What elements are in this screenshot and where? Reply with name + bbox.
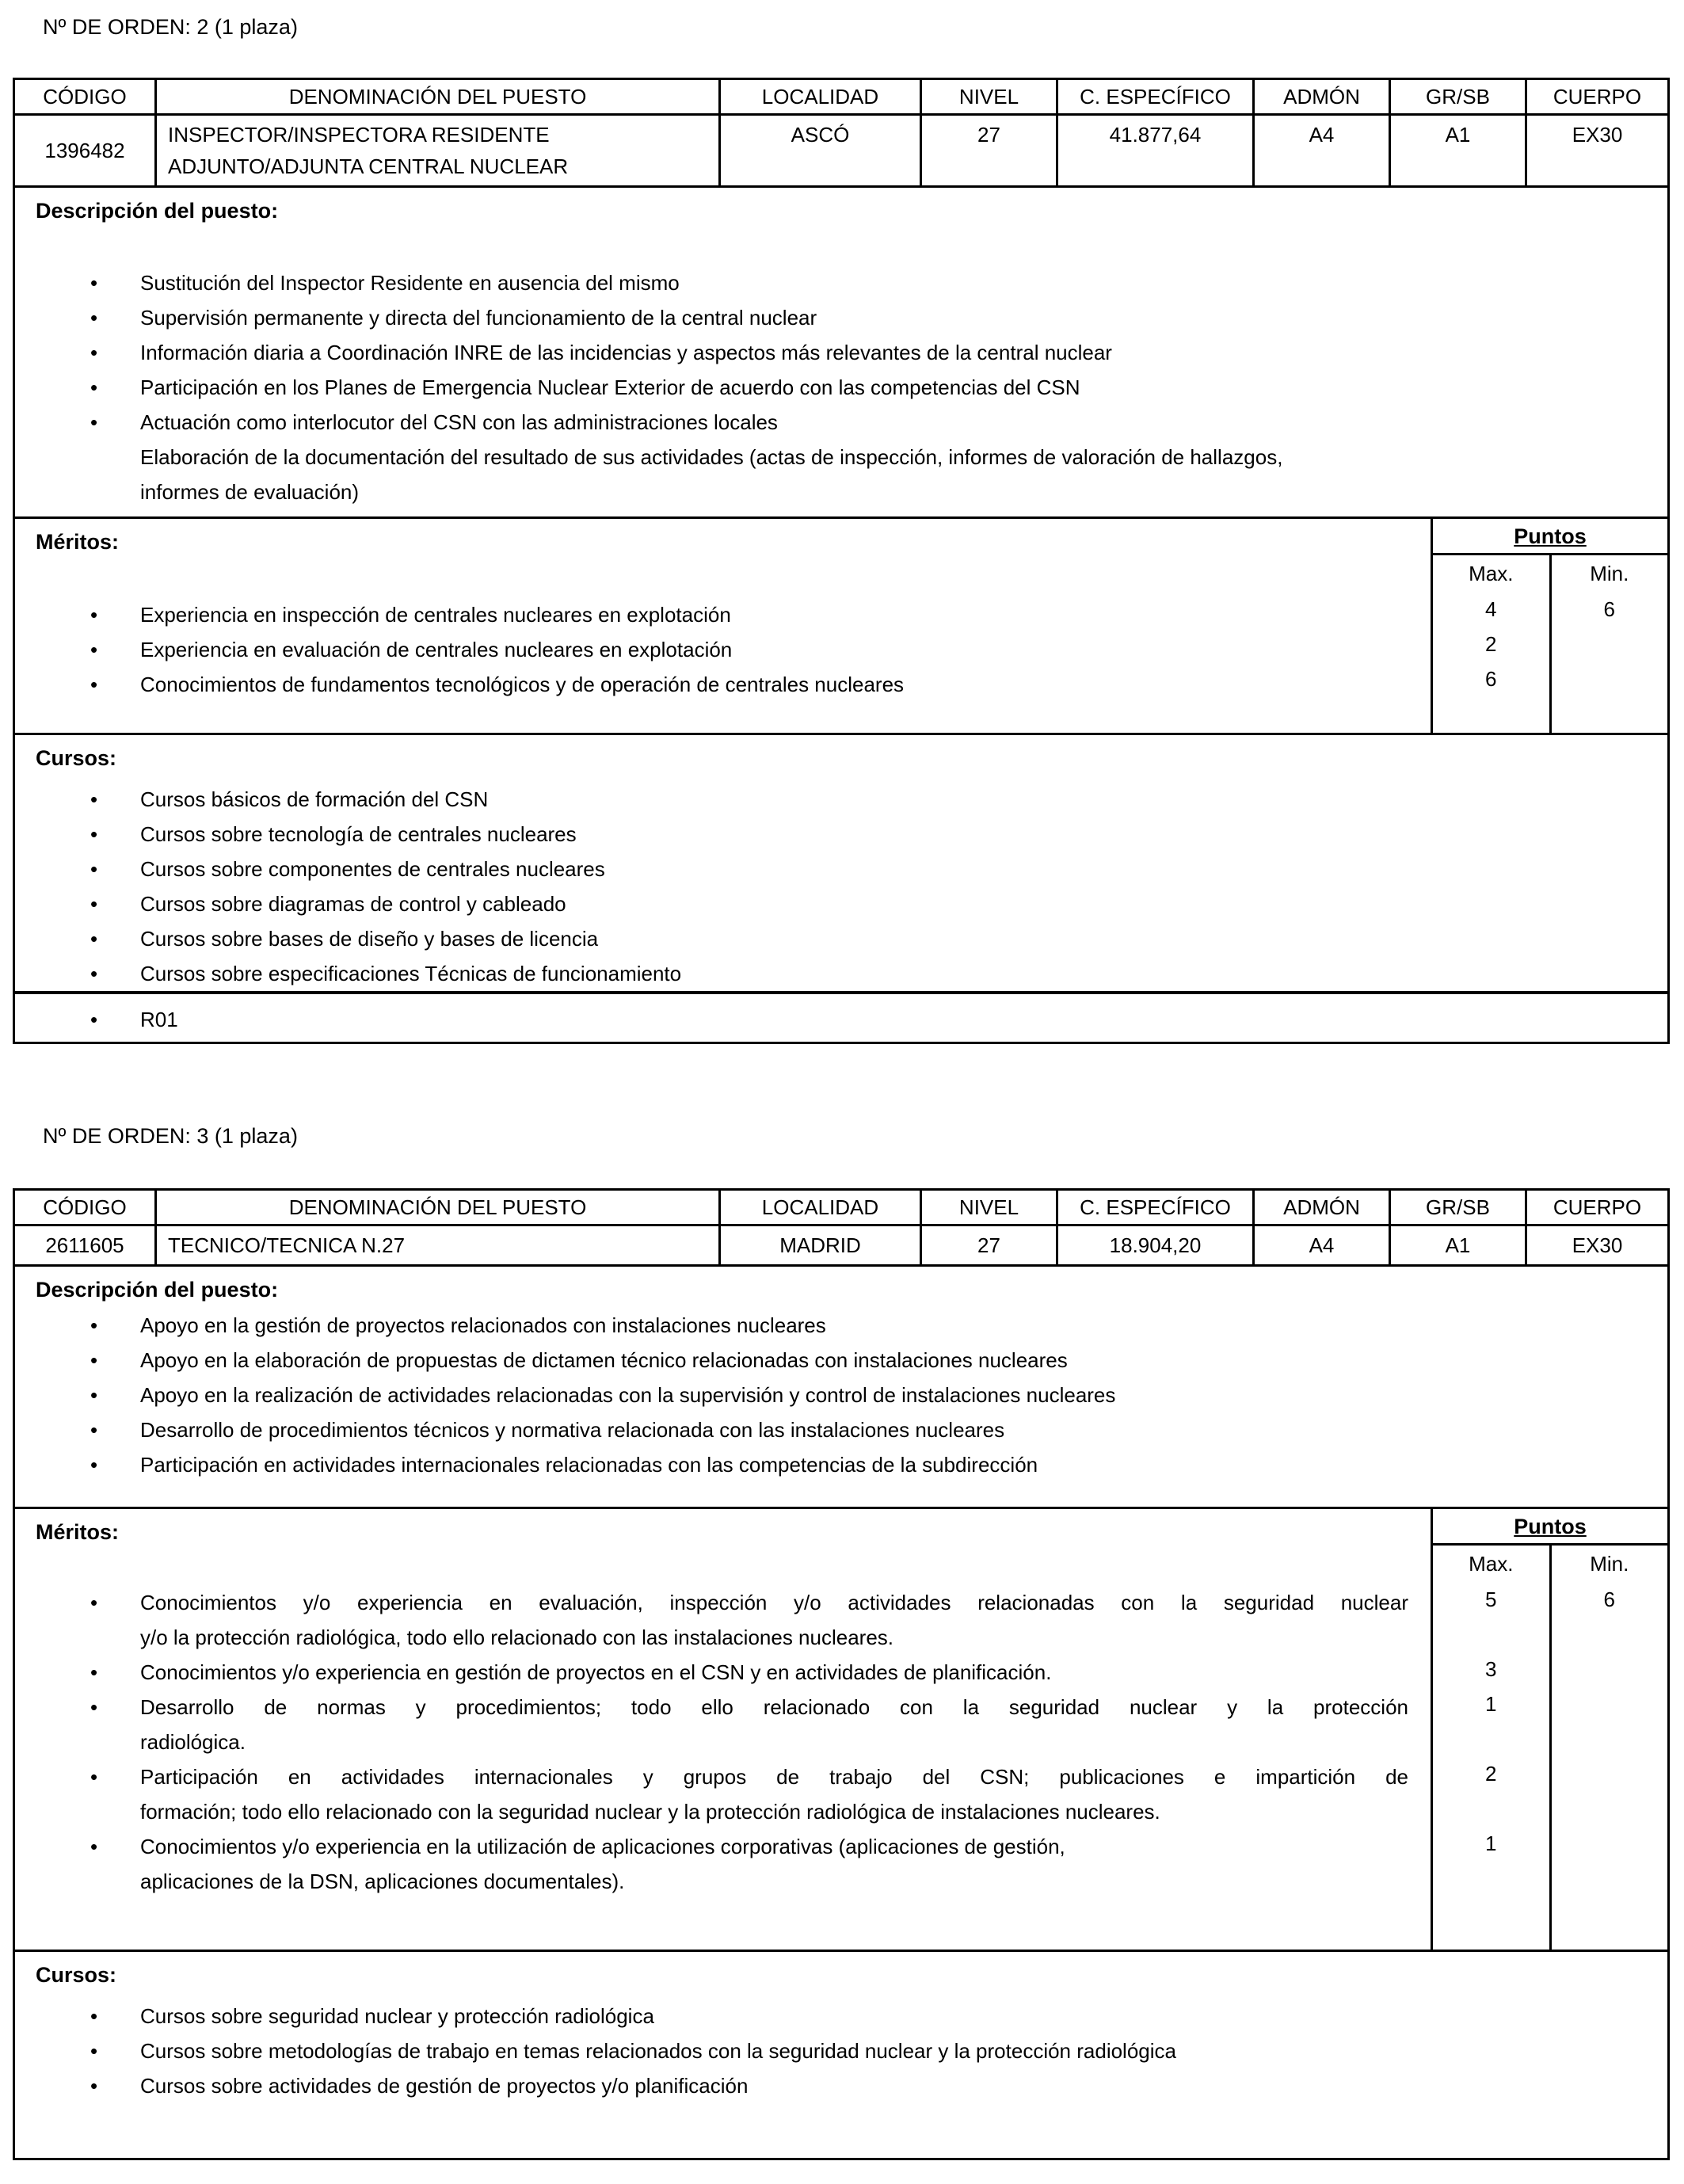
meritos-list — [15, 597, 1431, 702]
bullet-icon: • — [90, 638, 98, 661]
cursos-item-text: Cursos básicos de formación del CSN — [140, 787, 489, 811]
cursos-title: Cursos: — [36, 746, 117, 770]
meritos-item — [15, 1794, 1431, 1829]
puntos-panel — [1431, 1509, 1667, 1950]
min-values — [1552, 592, 1668, 627]
meritos-item-text: radiológica. — [140, 1730, 246, 1754]
max-label: Max. — [1469, 562, 1514, 585]
descripcion-item-text: Sustitución del Inspector Residente en ausencia del mismo — [140, 271, 680, 295]
job-table-order-3 — [13, 1188, 1670, 2160]
max-value: 2 — [1485, 632, 1497, 656]
puntos-min-column — [1549, 555, 1668, 733]
cell-localidad: ASCÓ — [718, 116, 920, 185]
cursos-item — [15, 921, 1667, 956]
cursos-item — [15, 782, 1667, 817]
header-localidad: LOCALIDAD — [718, 1191, 920, 1224]
descripcion-section — [15, 1264, 1667, 1507]
header-c-especifico: C. ESPECÍFICO — [1056, 1191, 1252, 1224]
meritos-content — [15, 1509, 1431, 1950]
header-denominacion: DENOMINACIÓN DEL PUESTO — [154, 1191, 718, 1224]
header-codigo: CÓDIGO — [43, 1195, 127, 1219]
bullet-icon: • — [90, 857, 98, 881]
descripcion-item-text: Elaboración de la documentación del resultado de sus actividades (actas de inspección, informes de valoración de hallazgos, — [140, 445, 1283, 469]
descripcion-item — [15, 1343, 1667, 1378]
header-gr-sb: GR/SB — [1389, 80, 1525, 113]
extra-row-section — [15, 991, 1667, 1042]
meritos-item — [15, 1585, 1431, 1620]
bullet-icon: • — [90, 271, 98, 295]
descripcion-item — [15, 335, 1667, 370]
meritos-item — [15, 597, 1431, 632]
meritos-item-text: y/o la protección radiológica, todo ello relacionado con las instalaciones nucleares. — [140, 1626, 894, 1649]
meritos-item — [15, 1655, 1431, 1690]
descripcion-title: Descripción del puesto: — [36, 1278, 279, 1302]
max-value: 4 — [1485, 597, 1497, 621]
max-value — [1433, 1721, 1549, 1756]
max-value: 1 — [1485, 1831, 1497, 1855]
cursos-item — [15, 2068, 1667, 2103]
descripcion-list — [15, 1308, 1667, 1482]
cursos-section — [15, 1950, 1667, 2158]
max-values — [1433, 1582, 1549, 1861]
header-admon: ADMÓN — [1252, 1191, 1389, 1224]
cell-denominacion — [154, 116, 718, 185]
cell-codigo: 1396482 — [44, 139, 125, 162]
cell-c-especifico: 18.904,20 — [1056, 1226, 1252, 1264]
meritos-section — [15, 516, 1667, 733]
min-values — [1552, 1582, 1668, 1617]
descripcion-item — [15, 1308, 1667, 1343]
cursos-item-text: Cursos sobre diagramas de control y cableado — [140, 892, 566, 916]
cursos-item — [15, 886, 1667, 921]
min-value: 6 — [1603, 597, 1615, 621]
bullet-icon: • — [90, 2039, 98, 2063]
header-localidad: LOCALIDAD — [718, 80, 920, 113]
meritos-item-text: Desarrollo de normas y procedimientos; todo ello relacionado con la seguridad nuclear y la protección — [140, 1695, 1408, 1719]
bullet-icon: • — [90, 2004, 98, 2028]
header-nivel: NIVEL — [920, 1191, 1056, 1224]
bullet-icon: • — [90, 927, 98, 951]
bullet-icon: • — [90, 673, 98, 696]
max-value: 3 — [1485, 1657, 1497, 1681]
meritos-item-text: Experiencia en evaluación de centrales nucleares en explotación — [140, 638, 733, 661]
descripcion-item-text: Apoyo en la realización de actividades relacionadas con la supervisión y control de instalaciones nucleares — [140, 1383, 1116, 1407]
cell-gr-sb: A1 — [1389, 1226, 1525, 1264]
descripcion-item-text: Actuación como interlocutor del CSN con las administraciones locales — [140, 410, 778, 434]
bullet-icon: • — [90, 603, 98, 627]
cursos-item — [15, 956, 1667, 991]
table-header-row — [15, 80, 1667, 113]
bullet-icon: • — [90, 787, 98, 811]
cursos-item — [15, 1999, 1667, 2033]
max-value: 6 — [1485, 667, 1497, 691]
extra-list — [15, 1002, 1667, 1037]
cursos-item-text: Cursos sobre tecnología de centrales nucleares — [140, 822, 577, 846]
meritos-item — [15, 1620, 1431, 1655]
extra-item — [15, 1002, 1667, 1037]
header-nivel: NIVEL — [920, 80, 1056, 113]
cursos-item — [15, 2033, 1667, 2068]
bullet-icon: • — [90, 1383, 98, 1407]
puntos-title: Puntos — [1433, 519, 1667, 555]
order-3-heading: Nº DE ORDEN: 3 (1 plaza) — [43, 1124, 298, 1148]
header-gr-sb: GR/SB — [1389, 1191, 1525, 1224]
meritos-item — [15, 632, 1431, 667]
cursos-item — [15, 817, 1667, 852]
max-value: 1 — [1485, 1692, 1497, 1716]
table-data-row — [15, 1224, 1667, 1264]
header-codigo: CÓDIGO — [43, 85, 127, 109]
cursos-list — [15, 782, 1667, 991]
cell-gr-sb: A1 — [1389, 116, 1525, 185]
bullet-icon: • — [90, 1008, 98, 1031]
max-value — [1433, 1617, 1549, 1652]
bullet-icon: • — [90, 1348, 98, 1372]
descripcion-item-text: informes de evaluación) — [140, 480, 360, 504]
bullet-icon: • — [90, 1313, 98, 1337]
cell-nivel: 27 — [920, 1226, 1056, 1264]
max-values — [1433, 592, 1549, 696]
descripcion-item — [15, 405, 1667, 440]
bullet-icon: • — [90, 1591, 98, 1614]
min-label: Min. — [1590, 1552, 1629, 1576]
descripcion-item — [15, 265, 1667, 300]
cursos-item-text: Cursos sobre metodologías de trabajo en temas relacionados con la seguridad nuclear y la protección radiológica — [140, 2039, 1176, 2063]
descripcion-item-text: Apoyo en la gestión de proyectos relacionados con instalaciones nucleares — [140, 1313, 826, 1337]
max-value: 2 — [1485, 1762, 1497, 1786]
cell-c-especifico: 41.877,64 — [1056, 116, 1252, 185]
denominacion-line: TECNICO/TECNICA N.27 — [168, 1233, 406, 1257]
meritos-item-text: Conocimientos de fundamentos tecnológicos y de operación de centrales nucleares — [140, 673, 905, 696]
bullet-icon: • — [90, 822, 98, 846]
meritos-item — [15, 1759, 1431, 1794]
cell-cuerpo: EX30 — [1525, 1226, 1667, 1264]
meritos-item — [15, 1864, 1431, 1899]
descripcion-item-text: Información diaria a Coordinación INRE de las incidencias y aspectos más relevantes de la central nuclear — [140, 341, 1112, 364]
table-header-row — [15, 1191, 1667, 1224]
descripcion-item — [15, 440, 1667, 475]
header-cuerpo: CUERPO — [1525, 1191, 1667, 1224]
puntos-panel — [1431, 519, 1667, 733]
meritos-item-text: formación; todo ello relacionado con la seguridad nuclear y la protección radiológica de instalaciones nucleares. — [140, 1800, 1160, 1824]
bullet-icon: • — [90, 306, 98, 330]
meritos-item — [15, 667, 1431, 702]
header-c-especifico: C. ESPECÍFICO — [1056, 80, 1252, 113]
cell-admon: A4 — [1252, 116, 1389, 185]
denominacion-line: ADJUNTO/ADJUNTA CENTRAL NUCLEAR — [168, 154, 569, 178]
bullet-icon: • — [90, 2074, 98, 2098]
cell-denominacion — [154, 1226, 718, 1264]
bullet-icon: • — [90, 1765, 98, 1789]
order-2-heading: Nº DE ORDEN: 2 (1 plaza) — [43, 15, 298, 39]
descripcion-item-text: Supervisión permanente y directa del funcionamiento de la central nuclear — [140, 306, 817, 330]
meritos-list — [15, 1585, 1431, 1899]
cursos-section — [15, 733, 1667, 991]
meritos-section — [15, 1507, 1667, 1950]
cursos-item-text: Cursos sobre bases de diseño y bases de licencia — [140, 927, 599, 951]
meritos-item-text: aplicaciones de la DSN, aplicaciones documentales). — [140, 1870, 625, 1893]
max-value: 5 — [1485, 1587, 1497, 1611]
max-value — [1433, 1791, 1549, 1826]
min-label: Min. — [1590, 562, 1629, 585]
min-value: 6 — [1603, 1587, 1615, 1611]
bullet-icon: • — [90, 962, 98, 985]
descripcion-item-text: Apoyo en la elaboración de propuestas de dictamen técnico relacionadas con instalaciones nucleares — [140, 1348, 1068, 1372]
cell-admon: A4 — [1252, 1226, 1389, 1264]
meritos-item-text: Experiencia en inspección de centrales nucleares en explotación — [140, 603, 731, 627]
descripcion-list — [15, 265, 1667, 509]
table-data-row — [15, 113, 1667, 185]
cursos-item-text: Cursos sobre componentes de centrales nucleares — [140, 857, 605, 881]
cursos-title: Cursos: — [36, 1963, 117, 1987]
puntos-columns — [1433, 1546, 1667, 1950]
header-cuerpo: CUERPO — [1525, 80, 1667, 113]
meritos-item — [15, 1690, 1431, 1725]
cell-nivel: 27 — [920, 116, 1056, 185]
bullet-icon: • — [90, 1660, 98, 1684]
cursos-item — [15, 852, 1667, 886]
meritos-content — [15, 519, 1431, 733]
meritos-item-text: Conocimientos y/o experiencia en gestión de proyectos en el CSN y en actividades de planificación. — [140, 1660, 1052, 1684]
meritos-title: Méritos: — [36, 1520, 120, 1544]
descripcion-section — [15, 185, 1667, 516]
descripcion-item-text: Participación en actividades internacionales relacionadas con las competencias de la subdirección — [140, 1453, 1038, 1477]
puntos-title: Puntos — [1433, 1509, 1667, 1546]
header-admon: ADMÓN — [1252, 80, 1389, 113]
meritos-item-text: Conocimientos y/o experiencia en evaluación, inspección y/o actividades relacionadas con la seguridad nuclear — [140, 1591, 1408, 1614]
descripcion-item — [15, 1378, 1667, 1412]
meritos-item-text: Conocimientos y/o experiencia en la utilización de aplicaciones corporativas (aplicaciones de gestión, — [140, 1835, 1065, 1858]
descripcion-item-text: Desarrollo de procedimientos técnicos y normativa relacionada con las instalaciones nucleares — [140, 1418, 1005, 1442]
bullet-icon: • — [90, 341, 98, 364]
cell-codigo: 2611605 — [45, 1233, 124, 1257]
meritos-title: Méritos: — [36, 530, 120, 554]
max-label: Max. — [1469, 1552, 1514, 1576]
cursos-item-text: Cursos sobre actividades de gestión de proyectos y/o planificación — [140, 2074, 749, 2098]
bullet-icon: • — [90, 1418, 98, 1442]
descripcion-item — [15, 370, 1667, 405]
meritos-item — [15, 1829, 1431, 1864]
puntos-max-column — [1433, 555, 1549, 733]
descripcion-item-text: Participación en los Planes de Emergencia Nuclear Exterior de acuerdo con las competencias del CSN — [140, 375, 1080, 399]
bullet-icon: • — [90, 1453, 98, 1477]
puntos-max-column — [1433, 1546, 1549, 1950]
bullet-icon: • — [90, 892, 98, 916]
puntos-columns — [1433, 555, 1667, 733]
header-denominacion: DENOMINACIÓN DEL PUESTO — [154, 80, 718, 113]
extra-item-text: R01 — [140, 1008, 178, 1031]
denominacion-line: INSPECTOR/INSPECTORA RESIDENTE — [168, 123, 550, 147]
meritos-item — [15, 1725, 1431, 1759]
descripcion-item — [15, 1447, 1667, 1482]
cursos-list — [15, 1999, 1667, 2103]
bullet-icon: • — [90, 375, 98, 399]
cell-localidad: MADRID — [718, 1226, 920, 1264]
puntos-min-column — [1549, 1546, 1668, 1950]
descripcion-item — [15, 1412, 1667, 1447]
cell-cuerpo: EX30 — [1525, 116, 1667, 185]
cursos-item-text: Cursos sobre seguridad nuclear y protección radiológica — [140, 2004, 654, 2028]
cursos-item-text: Cursos sobre especificaciones Técnicas de funcionamiento — [140, 962, 682, 985]
descripcion-item — [15, 300, 1667, 335]
meritos-item-text: Participación en actividades internacionales y grupos de trabajo del CSN; publicaciones e impartición de — [140, 1765, 1408, 1789]
bullet-icon: • — [90, 1835, 98, 1858]
job-table-order-2 — [13, 78, 1670, 1044]
descripcion-item — [15, 475, 1667, 509]
bullet-icon: • — [90, 1695, 98, 1719]
bullet-icon: • — [90, 410, 98, 434]
descripcion-title: Descripción del puesto: — [36, 199, 279, 223]
